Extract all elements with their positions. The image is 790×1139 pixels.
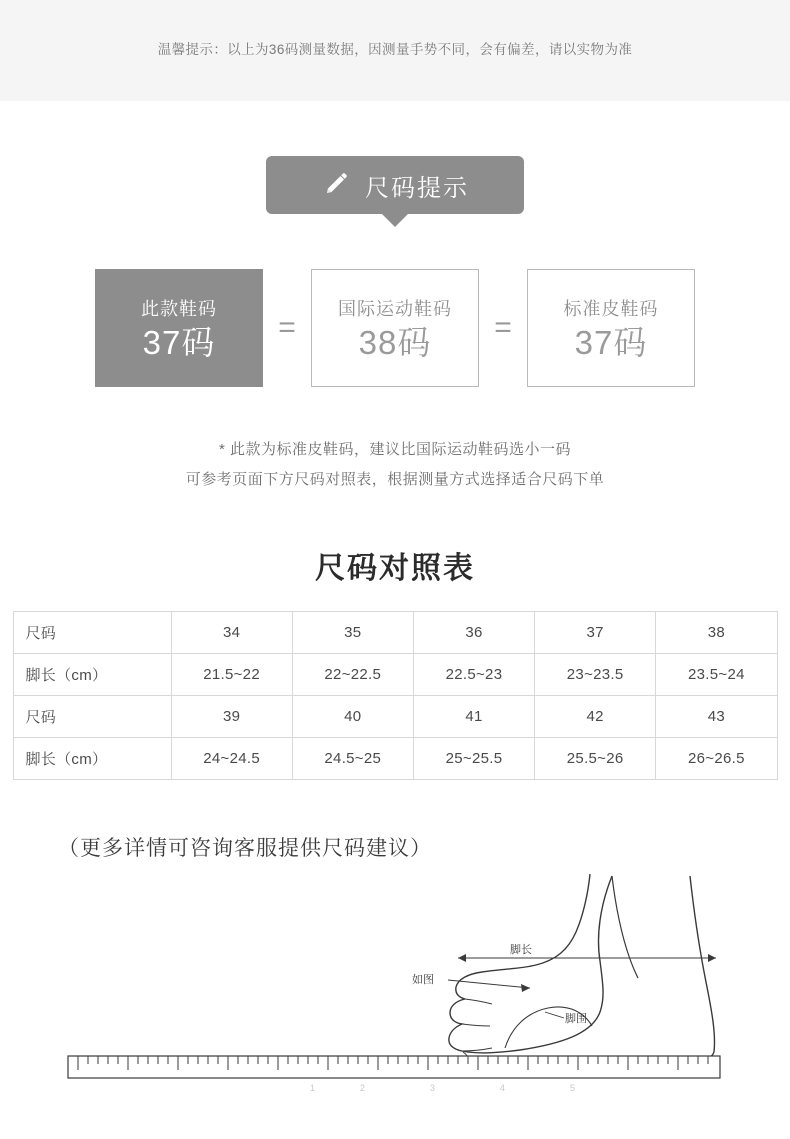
equiv-value: 37码 [574,323,648,361]
table-cell: 22~22.5 [292,654,413,696]
equiv-label: 此款鞋码 [141,298,217,319]
table-cell: 24~24.5 [171,738,292,780]
size-tip-section [0,156,790,214]
size-note-line-1: * 此款为标准皮鞋码，建议比国际运动鞋码选小一码 [218,441,571,458]
size-chart-table [13,611,778,780]
table-row [13,738,777,780]
equiv-value: 38码 [358,323,432,361]
table-row [13,612,777,654]
equiv-box-this-style [95,269,263,387]
svg-text:2: 2 [360,1083,366,1093]
table-row [13,696,777,738]
table-cell: 38 [656,612,777,654]
size-tip-title: 尺码提示 [365,174,469,202]
equiv-box-standard-leather [527,269,695,387]
foot-measurement-diagram [0,866,790,1116]
row-header: 脚长（cm） [13,654,171,696]
foot-diagram-svg [0,866,790,1116]
row-header: 尺码 [13,696,171,738]
equiv-label: 标准皮鞋码 [563,298,659,319]
equiv-value: 37码 [142,323,216,361]
table-cell: 25~25.5 [413,738,534,780]
size-equivalence-row [0,269,790,387]
table-cell: 21.5~22 [171,654,292,696]
equals-symbol-1: = [278,311,296,344]
table-cell: 23.5~24 [656,654,777,696]
svg-text:4: 4 [500,1083,506,1093]
table-cell: 40 [292,696,413,738]
table-cell: 25.5~26 [535,738,656,780]
size-notes [0,435,790,495]
equiv-box-international-sport [311,269,479,387]
pencil-icon [321,170,351,200]
table-cell: 24.5~25 [292,738,413,780]
table-cell: 41 [413,696,534,738]
consult-note: （更多详情可咨询客服提供尺码建议） [58,837,432,860]
table-cell: 26~26.5 [656,738,777,780]
svg-text:5: 5 [570,1083,576,1093]
table-cell: 42 [535,696,656,738]
table-cell: 36 [413,612,534,654]
table-row [13,654,777,696]
size-note-line-2: 可参考页面下方尺码对照表，根据测量方式选择适合尺码下单 [185,471,605,488]
row-header: 尺码 [13,612,171,654]
size-chart-title: 尺码对照表 [315,552,475,585]
table-cell: 35 [292,612,413,654]
foot-girth-label: 脚围 [565,1013,587,1025]
notice-text: 温馨提示：以上为36码测量数据，因测量手势不同，会有偏差，请以实物为准 [157,42,633,57]
table-cell: 22.5~23 [413,654,534,696]
table-cell: 23~23.5 [535,654,656,696]
size-tip-banner [266,156,524,214]
notice-bar [0,0,790,101]
svg-text:1: 1 [310,1083,316,1093]
foot-length-label: 脚长 [510,944,532,956]
equiv-label: 国际运动鞋码 [338,298,452,319]
row-header: 脚长（cm） [13,738,171,780]
table-cell: 34 [171,612,292,654]
size-chart-table-wrap [13,611,778,780]
table-cell: 37 [535,612,656,654]
as-shown-label: 如图 [412,974,434,986]
table-cell: 43 [656,696,777,738]
equals-symbol-2: = [494,311,512,344]
table-cell: 39 [171,696,292,738]
svg-text:3: 3 [430,1083,436,1093]
